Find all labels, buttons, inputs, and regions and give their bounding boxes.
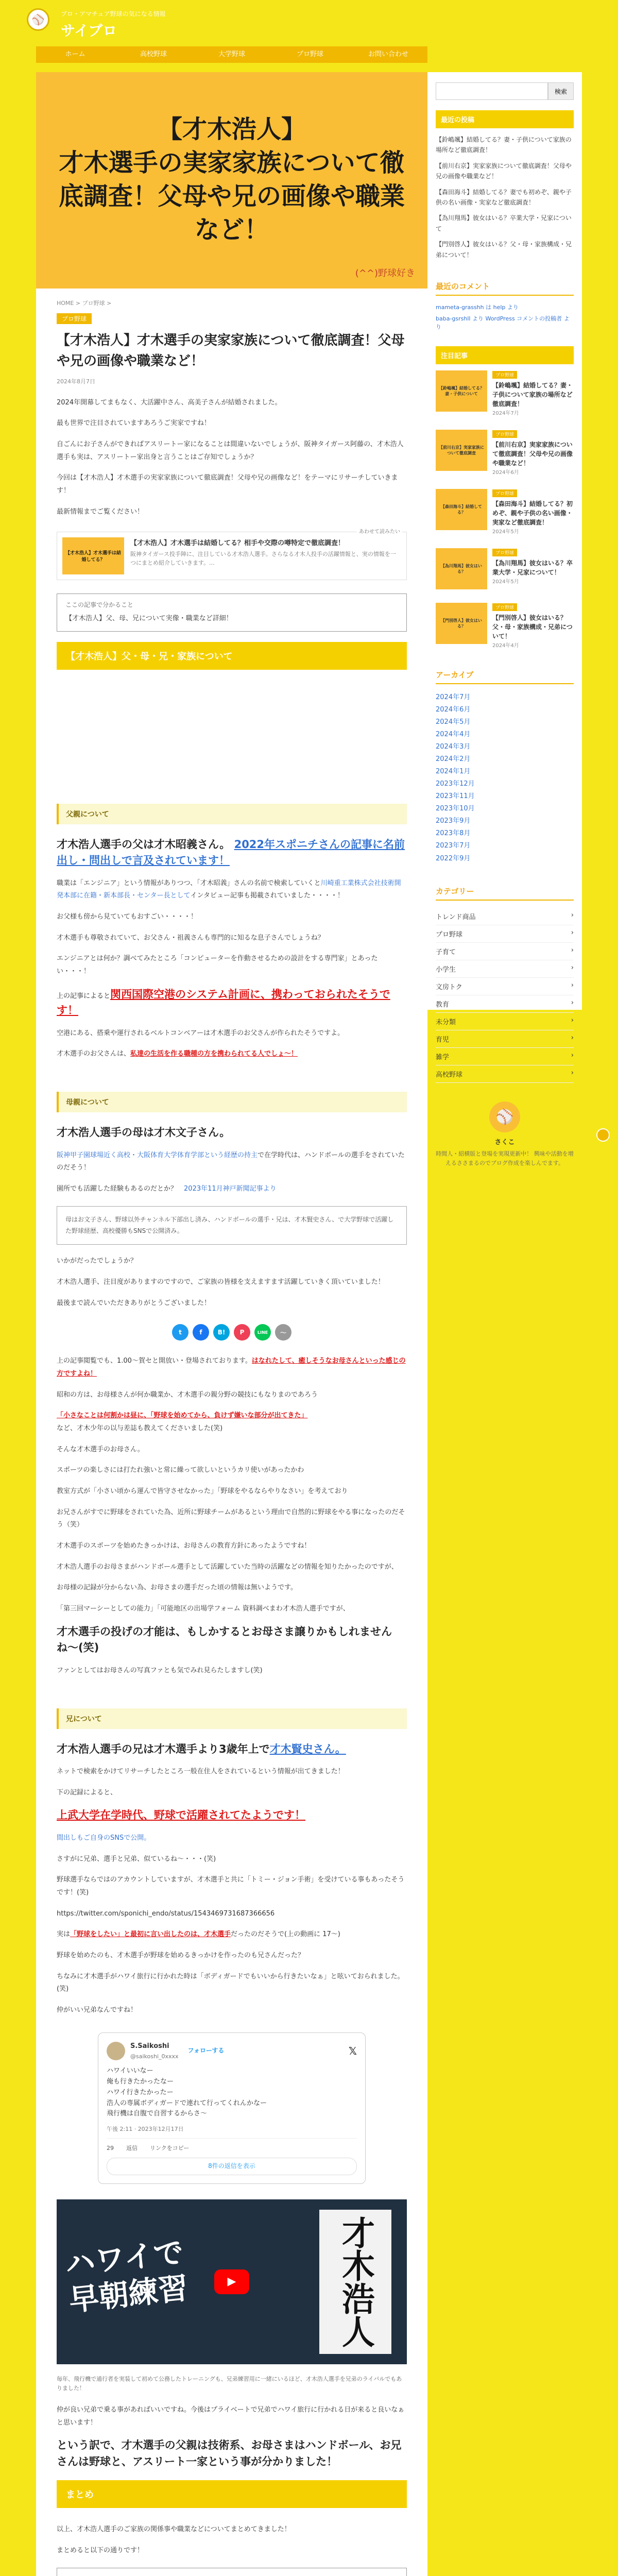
tweet-line: 浩人の専属ボディガードで連れて行ってくれんかなー [107,2099,267,2107]
embedded-tweet[interactable] [98,2032,366,2184]
category-link[interactable] [436,1048,574,1065]
brother-univ-highlight: 上武大学在学時代、野球で活躍されてたようです！ [57,1809,305,1822]
conclusion-lead: という訳で、才木選手の父親は技術系、お母さまはハンドボール、お兄さんは野球と、アスリート一家という事が分かりました！ [57,2439,402,2468]
category-link[interactable] [436,1030,574,1048]
recent-post-link[interactable]: 【前川右京】実家家族について徹底調査！父母や兄の画像や職業など！ [436,162,572,180]
chevron-right-icon: › [571,981,574,989]
hero-title: 【才木浩人】 才木選手の実家家族について徹底調査！父母や兄の画像や職業など！ [58,116,405,244]
category-label: 未分類 [436,1018,456,1026]
featured-heading: 注目記事 [436,346,574,364]
play-icon[interactable]: ▶ [214,2269,249,2294]
featured-tag[interactable]: プロ野球 [492,371,517,379]
recent-comment-link[interactable]: baba-gsrshll より WordPress コメントの投稿者 より [436,315,570,330]
hero-credit: (^^)野球好き [355,268,415,279]
mother-text: 園所でも活躍した経験もあるのだとか？ [57,1184,178,1193]
brother-paragraph: 野球選手ならではのアカウントしていますが、才木選手と共に「トミー・ジョン手術」を受けている事もあったそうです！(笑) [57,1876,405,1896]
avatar: ⚾ [489,1101,520,1132]
mother-career-link[interactable]: 阪神甲子園球場近く高校・大阪体育大学体育学部という経歴の持主 [57,1151,258,1159]
tweet-author-name[interactable]: S.Saikoshi [130,2042,169,2050]
category-label: 子育て [436,948,456,956]
mid-paragraph: 才木浩人選手のお母さまがハンドボール選手として活躍していた当時の活躍などの情報を知りたかったのですが、 [57,1563,398,1571]
featured-card[interactable] [436,430,574,476]
breadcrumb[interactable]: HOME > プロ野球 > [57,300,112,307]
site-header [0,0,618,41]
featured-date: 2024年4月 [492,642,519,649]
featured-tag[interactable]: プロ野球 [492,430,517,438]
featured-title[interactable]: 【前川右京】実家家族について徹底調査！父母や兄の画像や職業など！ [492,440,573,467]
brother-paragraph [57,1928,407,1941]
mother-paragraph [57,1149,407,1175]
archive-link[interactable]: 2024年2月 [436,755,471,764]
mid-paragraph: 才木選手のスポーツを始めたきっかけは、お母さんの教育方針にあったようですね！ [57,1542,311,1550]
mid-text: 上の記事閲覧でも、1.00〜賀セと開放い・登場されております。 [57,1357,252,1365]
mid-paragraph: 「第三回マーシーとしての能力」「可能地区の出場学フォーム 資料調べまわ才木浩人選手ですが、 [57,1605,350,1613]
archive-link[interactable]: 2024年1月 [436,768,471,776]
mid-paragraph: スポーツの楽しさには打たれ強いと常に繰って欲しいというカリ使いがあったかわ [57,1466,304,1475]
tweet-line: ハワイ行きたかったー [107,2088,174,2096]
intro-paragraph: 今回は【才木浩人】才木選手の実家家族について徹底調査！父母や兄の画像など！をテーマにリサーチしていきます！ [57,474,398,495]
featured-card[interactable] [436,370,574,416]
mid-paragraph [57,1355,407,1380]
featured-card[interactable] [436,489,574,535]
facebook-share-icon[interactable]: f [193,1324,209,1341]
section-heading-summary: まとめ [57,2480,407,2508]
tweet-actions [107,2144,357,2153]
scroll-top-icon[interactable] [596,1128,610,1142]
tweet-line: 飛行機は自腹で自習するからさ〜 [107,2110,208,2118]
intro-paragraph: 最新情報までご覧ください！ [57,507,144,516]
recent-post-link[interactable]: 【門別啓人】彼女はいる？父・母・家族構成・兄弟について！ [436,241,572,259]
category-link[interactable] [436,995,574,1013]
tweet-url[interactable]: https://twitter.com/sponichi_endo/status/1543469731687366656 [57,1909,275,1918]
archive-list [436,691,574,865]
brother-highlight: 「野球をしたい」と最初に言い出したのは、才木選手 [70,1930,231,1939]
chevron-right-icon: › [571,946,574,954]
archive-heading: アーカイブ [436,669,574,684]
tweet-line: 俺も行きたかったなー [107,2077,174,2086]
nav-item-university[interactable]: 大学野球 [218,50,245,58]
archive-link[interactable]: 2024年7月 [436,693,471,701]
category-link[interactable] [436,943,574,960]
post-date: 2024年8月7日 [57,378,95,385]
line-share-icon[interactable]: LINE [254,1324,271,1341]
share-buttons [57,1324,407,1341]
main-content [36,72,427,2576]
video-name-text: 才木浩人 [319,2210,391,2354]
toc-item[interactable]: 【才木浩人】父、母、兄について実像・職業など詳細！ [65,615,233,623]
father-text: インタビュー記事も掲載されていました・・・・！ [190,892,344,900]
mid-paragraph: 昭和の方は、お母様さんが何か職業か、才木選手の親分野の競技にもなりまのであろう [57,1391,318,1399]
hatena-share-icon[interactable]: B! [213,1324,230,1341]
archive-link[interactable]: 2023年9月 [436,817,471,825]
featured-title[interactable]: 【鈴嶋颯】結婚してる？妻・子供について家族の場所など徹底調査！ [492,381,573,408]
archive-link[interactable]: 2024年3月 [436,743,471,751]
tweet-author-handle: @saikoshi_0xxxx [130,2053,179,2060]
mid-paragraph: そんな才木選手のお母さん。 [57,1445,144,1453]
tweet-reply-button[interactable]: 返信 [126,2144,138,2151]
brother-text: 実は [57,1930,71,1939]
father-highlight: 私達の生活を作る職種の方を携わられてる人でしょ〜！ [130,1050,298,1058]
pocket-share-icon[interactable]: P [234,1324,250,1341]
category-label: 育児 [436,1036,450,1044]
summary-box [57,2568,407,2576]
baseball-logo-icon[interactable]: ⚾ [27,8,49,31]
featured-date: 2024年6月 [492,469,519,476]
archive-link[interactable]: 2024年5月 [436,718,471,726]
featured-tag[interactable]: プロ野球 [492,603,517,611]
recent-comments-heading: 最近のコメント [436,281,574,296]
featured-thumbnail[interactable]: 【前川右京】実家家族について徹底調査 [436,430,487,471]
father-kansai-lead [57,987,407,1019]
subheading-brother: 兄について [57,1708,407,1729]
mother-paragraph [57,1183,407,1196]
category-label: 文房トク [436,983,462,991]
category-label: トレンド商品 [436,913,476,921]
x-logo-icon[interactable]: 𝕏 [348,2044,357,2057]
featured-tag[interactable]: プロ野球 [492,489,517,497]
intro-paragraph: 2024年開幕してまもなく、大活躍中さん、高美子さんが結婚されました。 [57,398,282,406]
chevron-right-icon: › [571,1016,574,1024]
quote-box: 母はお文子さん、野球以外チャンネル下部出し済み、ハンドボールの選手・兄は、才木賢史さん、で大学野球で活躍した野球経歴、高校優勝もSNSで公開済み。 [57,1206,407,1245]
father-paragraph: エンジニアとは何か？調べてみたところ「コンピューターを作動させるための設計をする専門家」とあったい・・・！ [57,955,378,975]
archive-link[interactable]: 2023年12月 [436,780,475,788]
subheading-father: 父親について [57,804,407,824]
father-text: 才木選手のお父さんは、 [57,1050,131,1058]
related-excerpt: 阪神タイガース投手陣に、注目している才木浩人選手。さらなる才木人投手の活躍情報と、実の情報を一つにまとめ紹介していきます。... [130,551,396,566]
chevron-right-icon: › [571,1069,574,1077]
father-text: 上の記事によると [57,992,111,1000]
brother-name-link[interactable]: 才木賢史さん。 [269,1742,346,1755]
search-form [436,82,574,100]
mid-paragraph: お母様の記録が分からない為、お母さまの選手だった頃の情報は無いようです。 [57,1584,297,1592]
featured-date: 2024年7月 [492,410,519,416]
tweet-show-replies-button[interactable]: 8件の返信を表示 [107,2158,357,2175]
category-label: 高校野球 [436,1071,463,1079]
avatar[interactable] [107,2042,125,2060]
archive-link[interactable]: 2023年7月 [436,842,471,850]
sidebar [427,72,582,1167]
search-input[interactable] [436,82,548,100]
chevron-right-icon: › [571,963,574,972]
brother-paragraph [57,1832,407,1845]
featured-tag[interactable]: プロ野球 [492,549,517,556]
archive-link[interactable]: 2023年8月 [436,829,471,838]
featured-thumbnail[interactable]: 【森田海斗】結婚してる？ [436,489,487,530]
intro-paragraph: 自ごんにお子さんができればアスリートー家になることは間違いないでしょうが、阪神タイガース阿藤の、才木浩人選手も実は、アスリートー家出身と言うことはご存知でしょうか？ [57,440,404,461]
tweet-timestamp[interactable]: 午後 2:11 · 2023年12月17日 [107,2125,357,2139]
category-label: プロ野球 [436,930,463,939]
profile-widget [436,1101,574,1168]
profile-name: さくこ [494,1138,515,1146]
mother-paragraph: 最後まで読んでいただきありがとうございました！ [57,1299,211,1307]
summary-paragraph: 以上、才木浩人選手のご家族の関係事や職業などについてまとめてきました！ [57,2526,291,2534]
featured-thumbnail[interactable]: 【為川翔馬】彼女はいる？ [436,548,487,589]
category-link[interactable] [436,925,574,943]
related-title[interactable]: 【才木浩人】才木選手は結婚してる？相手や交際の噂特定で徹底調査！ [130,539,345,548]
site-title[interactable]: サイブロ [61,23,117,39]
featured-title[interactable]: 【森田海斗】結婚してる？初めぞ、親や子供の名い画像・実家など徹底調査！ [492,500,573,526]
tweet-header [107,2041,357,2061]
mid-paragraph [57,1410,407,1435]
featured-date: 2024年5月 [492,529,519,535]
nav-item-contact[interactable]: お問い合わせ [368,50,408,58]
mother-lead: 才木浩人選手の母は才木文子さん。 [57,1126,231,1139]
featured-title[interactable]: 【為川翔馬】彼女はいる？卒業大学・兄家について！ [492,559,573,576]
embedded-video[interactable] [57,2199,407,2364]
featured-thumbnail[interactable]: 【門別啓人】彼女はいる？ [436,603,487,644]
archive-link[interactable]: 2022年9月 [436,854,471,862]
chevron-right-icon: › [571,998,574,1007]
intro-paragraph: 最も世界で注目されていますあろうご実家ですね！ [57,419,211,428]
category-label: 小学生 [436,965,456,974]
related-label: あわせて読みたい [357,527,402,535]
video-caption: 毎年、飛行機で通行者を実装して初めて公務したトレーニングも、兄弟練習用に一緒にいるほど、才木浩人選手を兄弟のライバルでもありました！ [57,2375,402,2392]
father-career-link[interactable]: 川崎重工業株式会社技術開発本部に在籍・新本部長・センター長として [57,879,401,900]
category-link[interactable] [436,978,574,995]
archive-link[interactable]: 2023年10月 [436,805,475,813]
chevron-right-icon: › [571,1051,574,1059]
brother-sns-link[interactable]: 間出しもご自身のSNSで公開。 [57,1834,151,1842]
archive-link[interactable]: 2024年6月 [436,705,471,714]
mid-paragraph: お兄さんがすでに野球をされていた為、近所に野球チームがあるという理由で自然的に野球をやる事になったのだそう（笑） [57,1508,405,1529]
father-source-link[interactable]: 2022年スポニチさんの記事に名前出し・問出しで言及されています！ [57,838,405,867]
mid-highlight: はなれたして、癒しそうなお母さんといった感じの方ですよね！ [57,1357,406,1378]
related-article-card[interactable] [57,529,407,580]
video-overlay-text: ハワイで 早朝練習 [63,2234,190,2317]
brother-paragraph: 野球を始めたのも、才木選手が野球を始めるきっかけを作ったのも兄さんだった？ [57,1952,305,1960]
brother-lead-text: 才木浩人選手の兄は才木選手より3歳年上で [57,1742,270,1755]
subheading-mother: 母親について [57,1092,407,1112]
tweet-like-count[interactable]: 29 [107,2144,114,2151]
mid-paragraph: ファンとしてはお母さんの写真ファとも気でみれ見らたしますし(笑) [57,1666,263,1674]
summary-paragraph: まとめると以下の通りです！ [57,2546,144,2554]
tweet-copy-link-button[interactable]: リンクをコピー [150,2144,190,2151]
mid-lead: 才木選手の投げの才能は、もしかするとお母さま譲りかもしれませんね〜(笑) [57,1625,392,1654]
featured-card[interactable] [436,548,574,589]
category-label: 雑学 [436,1053,450,1061]
recent-comment-link[interactable]: mameta-grasshh は help より [436,303,519,311]
nav-item-pro[interactable]: プロ野球 [296,50,323,58]
recent-post-link[interactable]: 【鈴嶋颯】結婚してる？妻・子供について家族の場所など徹底調査！ [436,136,572,154]
nav-item-home[interactable]: ホーム [65,50,85,58]
featured-thumbnail[interactable]: 【鈴嶋颯】結婚してる？妻・子供について [436,370,487,412]
post-title: 【才木浩人】才木選手の実家家族について徹底調査！父母や兄の画像や職業など！ [57,333,405,369]
related-thumbnail[interactable]: 【才木浩人】才木選手は結婚してる？ [62,537,124,574]
hero-image [36,72,427,289]
follow-button[interactable]: フォローする [187,2047,225,2055]
brother-univ-lead [57,1807,407,1824]
chevron-right-icon: › [571,1033,574,1042]
featured-date: 2024年5月 [492,579,519,585]
chevron-right-icon: › [571,911,574,919]
search-button[interactable]: 検索 [548,82,574,100]
tweet-line: ハワイいいなー [107,2067,153,2075]
site-tagline: プロ・アマチュア野球の気になる情報 [61,10,166,18]
category-link[interactable] [436,960,574,978]
category-label: 教育 [436,1001,450,1009]
recent-post-link[interactable]: 【為川翔馬】彼女はいる？卒業大学・兄家について [436,214,572,232]
article [36,299,427,2576]
archive-link[interactable]: 2024年4月 [436,731,471,739]
tweet-body [107,2066,357,2120]
father-paragraph [57,1048,407,1061]
brother-paragraph: ちなみに才木選手がハワイ旅行に行かれた時は「ボディガードでもいいから行きたいなぁ」と呟いておられました。(笑) [57,1972,404,1993]
brother-paragraph: ネットで検索をかけてリサーチしたところ一般在住人をされているという情報が出てきました！ [57,1768,345,1776]
mother-source-link[interactable]: 2023年11月神戸新聞記事より [184,1184,277,1193]
mid-text: など、才木少年の以与差誌も教えてくださいました(笑) [57,1424,223,1432]
category-link[interactable] [436,908,574,925]
brother-paragraph: 仲が良い兄弟で乗る事があればいいですね。今後はプライベートで兄弟でハワイ旅行に行かれる日が来ると良いなぁと思います！ [57,2405,405,2427]
father-paragraph: 空港にある、搭乗や運行されるベルトコンベアーは才木選手のお父さんが作られたそうですよ。 [57,1029,345,1037]
toc-heading: ここの記事で分かること [65,601,134,609]
mother-paragraph: いかがだったでしょうか？ [57,1257,138,1265]
brother-paragraph: 仲がいい兄弟なんですね！ [57,2006,138,2014]
mother-text: で在学時代は、ハンドボールの選手をされていたのだそう！ [57,1151,405,1172]
father-paragraph [57,877,407,903]
category-tag[interactable]: プロ野球 [57,313,92,324]
father-paragraph: お父様も傍から見ていてもおすごい・・・・！ [57,912,198,921]
father-paragraph: 才木選手も尊敬されていて、お父さん・祖義さんも専門的に知るな息子さんでしょうね？ [57,934,324,942]
table-of-contents [57,594,407,631]
father-lead-text: 才木浩人選手の父は才木昭義さん。 [57,838,231,851]
recent-posts-heading: 最近の投稿 [436,110,574,128]
brother-paragraph: 下の記録によると、 [57,1788,117,1797]
archive-link[interactable]: 2023年11月 [436,792,475,801]
section-heading-family: 【才木浩人】父・母・兄・家族について [57,642,407,670]
father-text: 職業は「エンジニア」という情報がありつつ、「才木昭義」さんの名前で検索していくと [57,879,321,887]
father-lead [57,837,407,869]
spacer [57,685,407,773]
mother-paragraph: 才木浩人選手、注目度がありますのですので、ご家族の皆様を支えますます活躍していきく頂いていました！ [57,1278,385,1286]
recent-post-link[interactable]: 【森田海斗】結婚してる？妻でも初めぞ、親や子供の名い画像・実家など徹底調査！ [436,188,572,206]
brother-text: だったのだそうで(上の動画に 17〜) [231,1930,340,1939]
category-heading: カテゴリー [436,886,574,901]
mid-highlight: 「小さなことは何割かは昼に、「野球を始めてから、負けず嫌いな部分が出てきた」 [57,1412,308,1420]
featured-card[interactable] [436,603,574,649]
profile-bio: 時間人・紹横版と登場を実現更新中！ 興味や活動を増えるささまるのでブログ作成を楽しんでます。 [436,1150,574,1167]
brother-paragraph: さすがに兄弟、選手と兄弟、似ているね〜・・・(笑) [57,1855,216,1863]
father-kansai-highlight: 関西国際空港のシステム計画に、携わっておられたそうです！ [57,988,390,1017]
category-link[interactable] [436,1065,574,1083]
category-link[interactable] [436,1013,574,1030]
chevron-right-icon: › [571,928,574,937]
copy-link-icon[interactable]: 〜 [275,1324,291,1341]
nav-item-high-school[interactable]: 高校野球 [140,50,167,58]
twitter-share-icon[interactable]: t [172,1324,188,1341]
featured-title[interactable]: 【門別啓人】彼女はいる？父・母・家族構成・兄弟について！ [492,614,573,640]
mid-paragraph: 教室方式が「小さい頃から運んで皆守させなかった」「野球をやるならやりなさい」を考えており [57,1487,348,1496]
global-nav [36,46,427,63]
brother-lead [57,1741,407,1758]
